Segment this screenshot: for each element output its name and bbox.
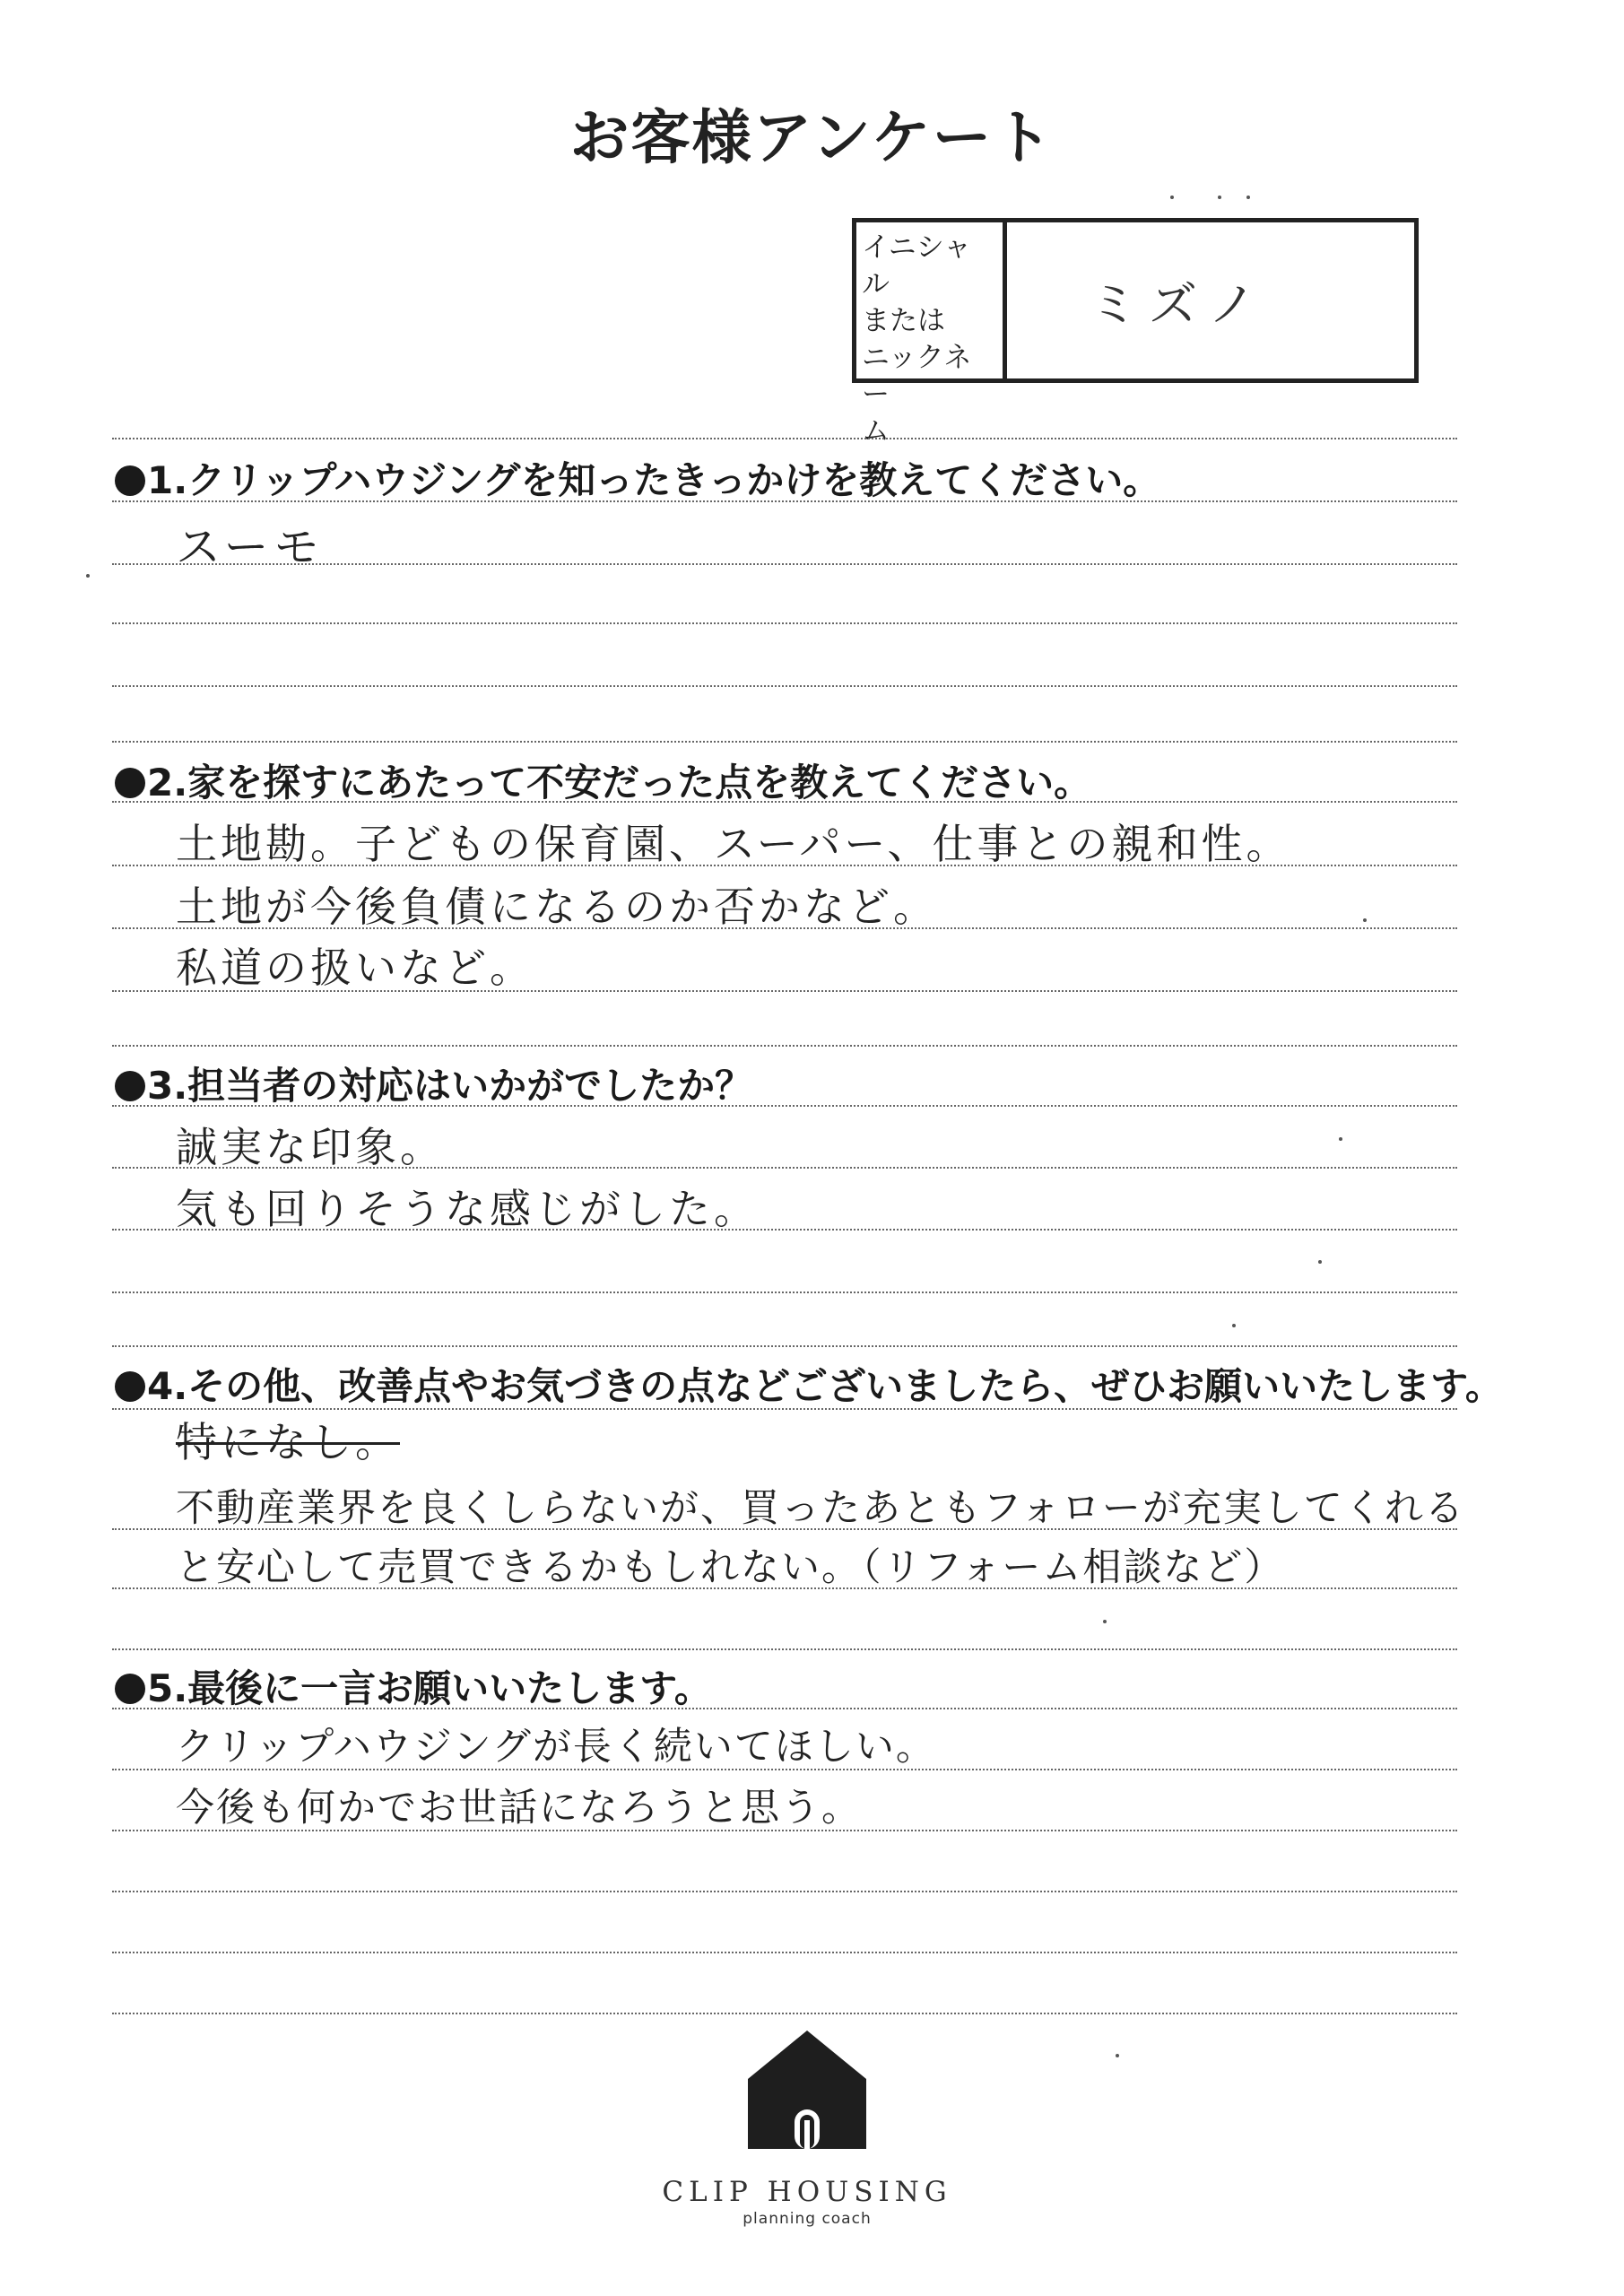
nickname-label-line: ニックネー	[862, 342, 972, 411]
question-3-label: 3.担当者の対応はいかがでしたか？	[115, 1057, 752, 1110]
ruled-line	[112, 1769, 1457, 1770]
ruled-line	[112, 1105, 1457, 1107]
scan-speck	[1339, 1137, 1342, 1141]
question-5-label: 5.最後に一言お願いいたします。	[115, 1659, 712, 1713]
nickname-label-line: または	[862, 305, 945, 337]
brand-name: CLIP HOUSING	[662, 2176, 952, 2208]
ruled-line	[112, 1167, 1457, 1169]
question-4-label: 4.その他、改善点やお気づきの点などございましたら、ぜひお願いいたします。	[115, 1357, 1503, 1411]
bullet-icon	[115, 1371, 145, 1402]
ruled-line	[112, 500, 1457, 502]
ruled-line	[112, 801, 1457, 803]
ruled-line	[112, 2013, 1457, 2014]
scan-speck	[1232, 1324, 1236, 1327]
brand-tagline: planning coach	[743, 2210, 872, 2228]
ruled-line	[112, 1648, 1457, 1650]
answer-4-line-1: 不動産業界を良くしらないが、買ったあともフォローが充実してくれる	[176, 1486, 1465, 1531]
ruled-line	[112, 1292, 1457, 1293]
question-2-label: 2.家を探すにあたって不安だった点を教えてください。	[115, 753, 1091, 807]
answer-2-line-2: 土地が今後負債になるのか否かなど。	[176, 883, 938, 931]
nickname-value: ミズノ	[1090, 275, 1267, 333]
ruled-line	[112, 622, 1457, 624]
answer-4-struck-line: 特になし。	[176, 1418, 400, 1466]
answer-3-line-1: 誠実な印象。	[176, 1123, 445, 1171]
nickname-label-line: イニシャル	[862, 231, 972, 300]
ruled-line	[112, 1830, 1457, 1831]
scan-speck	[1318, 1260, 1322, 1264]
ruled-line	[112, 927, 1457, 929]
bullet-icon	[115, 1674, 145, 1704]
nickname-label-line: ム	[862, 415, 890, 448]
bullet-icon	[115, 768, 145, 798]
question-1-label: 1.クリップハウジングを知ったきっかけを教えてください。	[115, 451, 1160, 505]
answer-5-line-1: クリップハウジングが長く続いてほしい。	[176, 1725, 936, 1770]
nickname-label	[856, 222, 1007, 448]
clip-housing-logo	[628, 2027, 986, 2228]
scan-speck	[1218, 196, 1221, 199]
ruled-line	[112, 1229, 1457, 1231]
scan-speck	[1246, 196, 1250, 199]
bullet-icon	[115, 1071, 145, 1101]
ruled-line	[112, 1045, 1457, 1047]
ruled-line	[112, 1708, 1457, 1709]
bullet-icon	[115, 465, 145, 496]
nickname-box	[852, 218, 1419, 448]
house-logo-icon	[744, 2027, 870, 2152]
answer-2-line-1: 土地勘。子どもの保育園、スーパー、仕事との親和性。	[176, 820, 1291, 868]
answer-3-line-2: 気も回りそうな感じがした。	[176, 1185, 759, 1233]
scan-speck	[86, 574, 90, 578]
answer-4-line-2: と安心して売買できるかもしれない。（リフォーム相談など）	[176, 1545, 1285, 1590]
ruled-line	[112, 563, 1457, 565]
answer-1-line-1: スーモ	[176, 521, 325, 573]
ruled-line	[112, 1528, 1457, 1530]
ruled-line	[112, 1952, 1457, 1953]
answer-2-line-3: 私道の扱いなど。	[176, 944, 534, 992]
ruled-line	[112, 1345, 1457, 1347]
scan-speck	[1363, 918, 1367, 922]
ruled-line	[112, 741, 1457, 743]
ruled-line	[112, 990, 1457, 992]
ruled-line	[112, 1587, 1457, 1589]
ruled-line	[112, 1891, 1457, 1892]
ruled-line	[112, 685, 1457, 687]
page-title: お客様アンケート	[569, 103, 1055, 172]
ruled-line	[112, 865, 1457, 866]
scan-speck	[1103, 1620, 1107, 1623]
answer-5-line-2: 今後も何かでお世話になろうと思う。	[176, 1786, 862, 1831]
scan-speck	[1116, 2054, 1119, 2057]
scan-speck	[1170, 196, 1174, 199]
ruled-line	[112, 438, 1457, 439]
